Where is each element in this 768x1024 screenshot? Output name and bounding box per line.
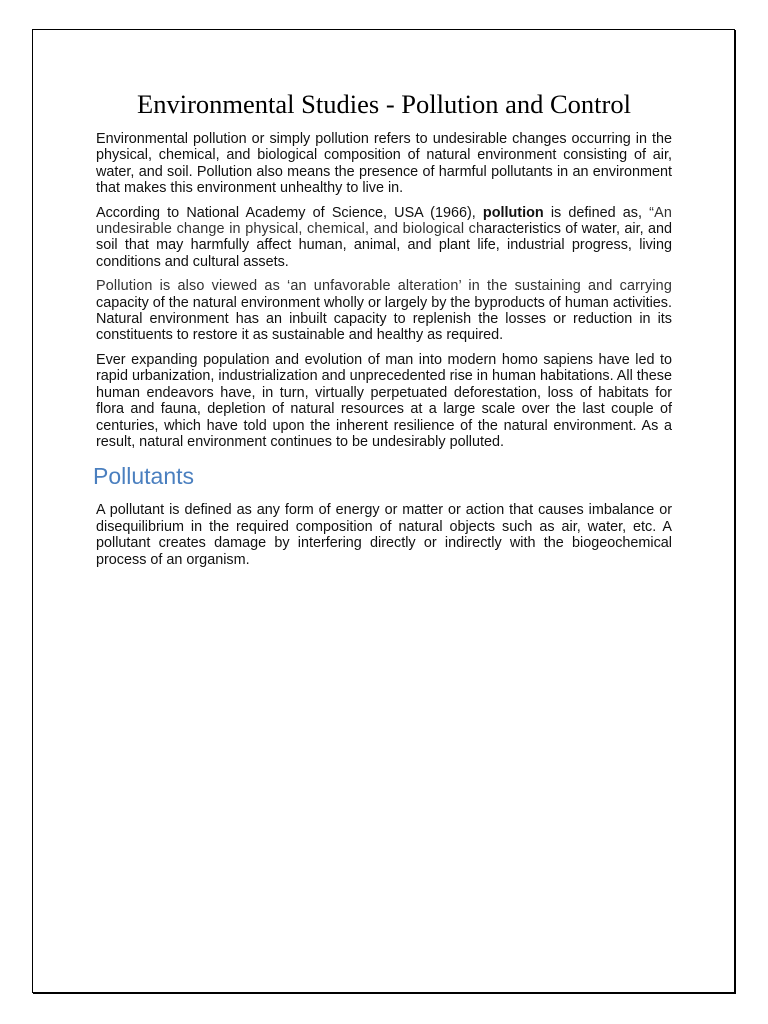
alteration-paragraph (96, 278, 672, 344)
population-paragraph: Ever expanding population and evolution of man into modern homo sapiens have led to rapid urbanization, industrialization and unprecedented rise in human habitations. All these human endeavors have, in turn, virtually perpetuated deforestation, loss of habitats for flora and fauna, depletion of natural resources at a large scale over the last couple of centuries, which have told upon the inherent resilience of the natural environment. As a result, natural environment continues to be undesirably polluted. (96, 351, 672, 450)
document-title: Environmental Studies - Pollution and Control (137, 89, 631, 119)
definition-connector-text: is defined as, (543, 204, 650, 221)
section-heading-pollutants: Pollutants (93, 463, 195, 490)
document-body (93, 86, 673, 576)
alteration-lead-text: Pollution is also viewed as ‘an unfavorable alteration’ in the sustaining and carrying (96, 278, 672, 295)
alteration-rest-text: capacity of the natural environment wholly or largely by the byproducts of human activities. Natural environment has an inbuilt capacity to replenish the losses or reduction in its constituents to restore it as sustainable and healthy as required. (96, 294, 672, 344)
intro-paragraph: Environmental pollution or simply pollution refers to undesirable changes occurring in the physical, chemical, and biological composition of natural environment consisting of air, water, and soil. Pollution also means the presence of harmful pollutants in an environment that makes this environment unhealthy to live in. (96, 131, 672, 197)
pollution-term: pollution (482, 204, 544, 221)
definition-quote-end: aracteristics of water, air, and soil that may harmfully affect human, animal, and plant life, industrial progress, living conditions and cultural assets. (96, 221, 672, 270)
definition-quote-start: “An undesirable change in physical, chemical, and biological ch (96, 204, 673, 238)
definition-lead-text: According to National Academy of Science, USA (1966), (96, 204, 483, 221)
definition-paragraph (96, 205, 672, 271)
pollutant-definition-paragraph: A pollutant is defined as any form of energy or matter or action that causes imbalance or disequilibrium in the required composition of natural objects such as air, water, etc. A pollutant creates damage by interfering directly or indirectly with the biogeochemical process of an organism. (96, 502, 672, 568)
